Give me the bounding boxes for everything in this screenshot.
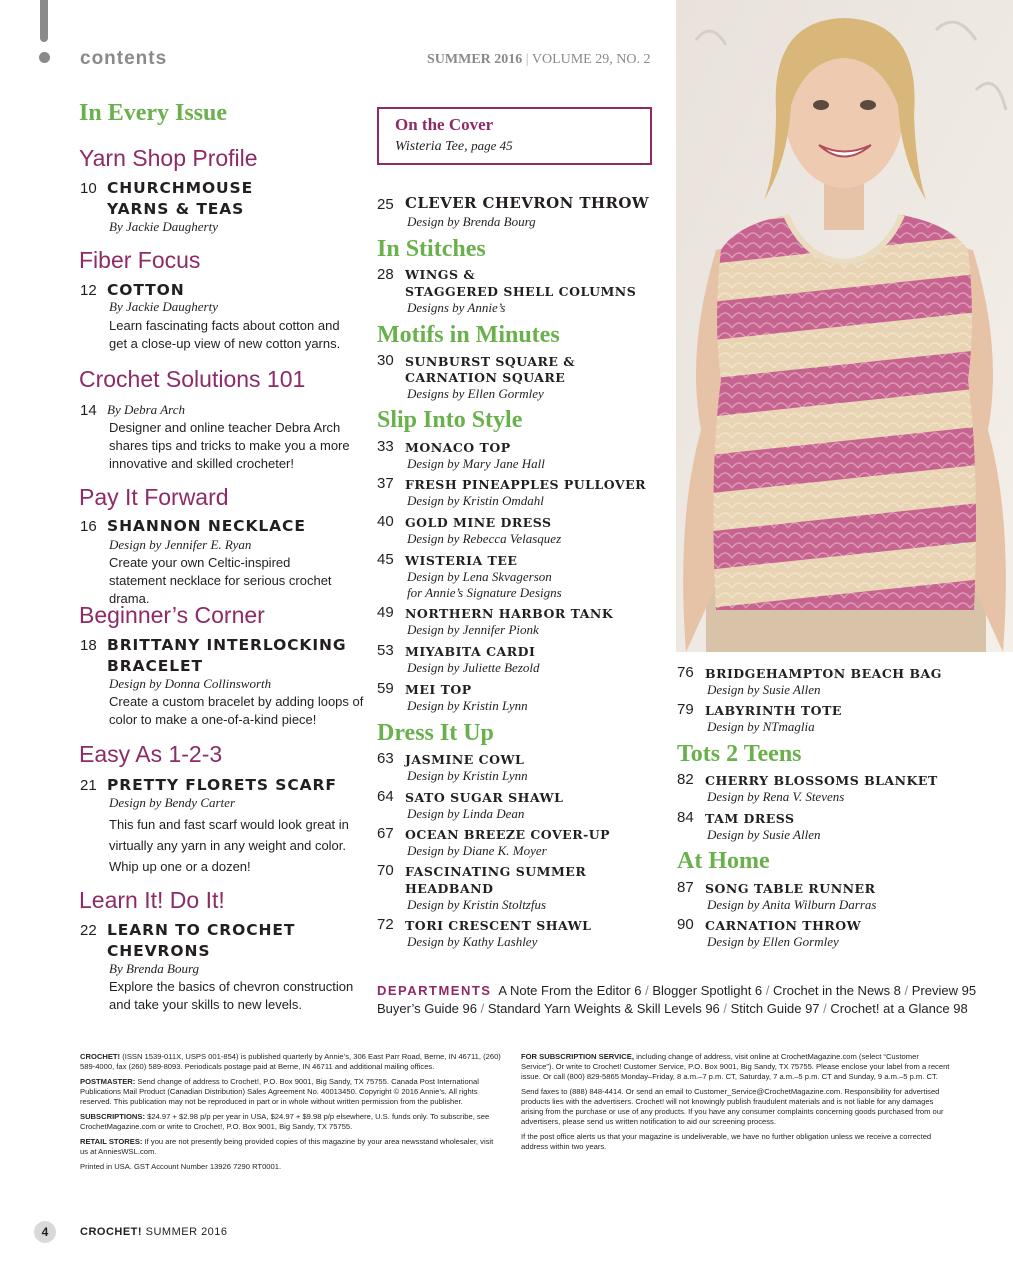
beginners-corner-heading: Beginner’s Corner [79,602,265,628]
page-number: 28 [377,266,394,283]
yarn-shop-profile-heading: Yarn Shop Profile [79,145,258,171]
article-title[interactable]: WISTERIA TEE [405,553,518,568]
fine-print-paragraph [80,1052,503,1072]
page-number: 21 [80,777,97,794]
byline: By Jackie Daugherty [109,299,219,314]
cover-project[interactable] [395,138,513,155]
article-title[interactable]: CHERRY BLOSSOMS BLANKET [705,773,938,788]
publication-info-left [80,1052,503,1177]
at-home-heading: At Home [677,848,770,874]
description: Create your own Celtic-inspired statement necklace for serious crochet drama. [109,555,332,606]
fiber-focus-heading: Fiber Focus [79,247,201,273]
article-title[interactable]: BRIDGEHAMPTON BEACH BAG [705,666,942,681]
fine-print-text: including change of address, visit online at CrochetMagazine.com (select “Customer Service”). Or write to Crochet! Customer Service, P.O. Box 9001, Big Sandy, TX 75755. Please enclose your label from a recent issue. Or call (800) 829-5865 Monday–Friday, 8 a.m.–7 p.m. CT, Saturday, 7 a.m.–5 p.m. CT and Sunday, 9 a.m.–5 p.m. CT. [521,1052,950,1081]
page-number: 37 [377,475,394,492]
article-title[interactable]: CLEVER CHEVRON THROW [405,194,650,212]
byline: Design by Kristin Omdahl [407,493,544,508]
issue-season: SUMMER 2016 [427,52,523,67]
page-number: 59 [377,680,394,697]
byline: Design by Linda Dean [407,806,525,821]
article-title[interactable]: CARNATION THROW [705,918,862,933]
fine-print-paragraph [521,1087,953,1127]
page-number: 49 [377,604,394,621]
in-every-issue-heading: In Every Issue [79,100,228,126]
page-number: 53 [377,642,394,659]
byline: Design by Kathy Lashley [407,934,538,949]
folio-issue: SUMMER 2016 [145,1226,228,1238]
page-number: 64 [377,788,394,805]
byline: By Debra Arch [107,402,185,417]
byline: Design by Susie Allen [707,682,821,697]
departments-list: DEPARTMENTS A Note From the Editor 6 / Blogger Spotlight 6 / Crochet in the News 8 / Preview 95 Buyer’s Guide 96 / Standard Yarn Weights & Skill Levels 96 / Stitch Guide 97 / Crochet! at a Glance 98 [377,983,977,1016]
article-title[interactable]: GOLD MINE DRESS [405,515,552,530]
article-title-line1[interactable]: WINGS & [405,267,476,282]
cover-photo [676,0,1013,652]
byline: Design by Kristin Stoltzfus [407,897,547,912]
department-item[interactable]: Stitch Guide 97 [730,1001,820,1016]
byline: Design by Juliette Bezold [407,660,540,675]
byline: Design by Jennifer E. Ryan [109,537,252,552]
page-number: 82 [677,771,694,788]
pay-it-forward-heading: Pay It Forward [79,484,229,510]
article-title-line1[interactable]: CHURCHMOUSE [107,179,254,197]
fine-print-paragraph [80,1137,503,1157]
byline: Design by Susie Allen [707,827,821,842]
article-title-line1[interactable]: BRITTANY INTERLOCKING [107,636,347,654]
page-number: 67 [377,825,394,842]
on-the-cover-heading: On the Cover [395,115,494,134]
page-number: 90 [677,916,694,933]
article-title-line1[interactable]: SHANNON NECKLACE [107,517,306,535]
article-title[interactable]: NORTHERN HARBOR TANK [405,606,614,621]
fine-print-paragraph [521,1052,953,1082]
byline: Design by Ellen Gormley [707,934,839,949]
departments-label: DEPARTMENTS [377,983,492,998]
department-item[interactable]: Buyer’s Guide 96 [377,1001,477,1016]
fine-print-paragraph [80,1162,503,1172]
fine-print-paragraph [521,1132,953,1152]
fine-print-lead: POSTMASTER: [80,1077,136,1086]
department-item[interactable]: A Note From the Editor 6 [498,983,642,998]
department-item[interactable]: Standard Yarn Weights & Skill Levels 96 [487,1001,720,1016]
folio-page-number: 4 [34,1221,56,1243]
fine-print-text: If the post office alerts us that your magazine is undeliverable, we have no further obligation unless we receive a corrected address within two years. [521,1132,932,1151]
easy-as-heading: Easy As 1-2-3 [79,741,223,767]
page-number: 87 [677,879,694,896]
dress-it-up-heading: Dress It Up [377,720,494,746]
article-title[interactable]: MIYABITA CARDI [405,644,536,659]
article-title-line2[interactable]: BRACELET [107,657,203,675]
folio-magazine: CROCHET! [80,1226,143,1238]
page-number: 84 [677,809,694,826]
issue-info: SUMMER 2016 | VOLUME 29, NO. 2 [427,52,651,67]
article-title-line1[interactable]: COTTON [107,281,185,299]
article-title[interactable]: TORI CRESCENT SHAWL [405,918,592,933]
article-title[interactable]: FRESH PINEAPPLES PULLOVER [405,477,647,492]
byline: Design by Brenda Bourg [407,214,536,229]
page-number: 45 [377,551,394,568]
article-title[interactable]: OCEAN BREEZE COVER-UP [405,827,611,842]
byline: By Brenda Bourg [109,961,200,976]
department-item[interactable]: Blogger Spotlight 6 [652,983,763,998]
fine-print-text: Send change of address to Crochet!, P.O. Box 9001, Big Sandy, TX 75755. Canada Post International Publications Mail Product (Canadian Distribution) Sales Agreement No. 40013450. Copyright © 2016 Annie’s. All rights reserved. This publication may not be reproduced in part or in whole without written permission from the publisher. [80,1077,479,1106]
page-number: 76 [677,664,694,681]
byline-line2: for Annie’s Signature Designs [407,585,562,600]
description: This fun and fast scarf would look great in virtually any yarn in any weight and color. Whip up one or a dozen! [109,817,349,874]
fine-print-lead: RETAIL STORES: [80,1137,143,1146]
byline: Design by Lena Skvagerson [407,569,552,584]
byline: Design by Bendy Carter [109,795,236,810]
page-number: 72 [377,916,394,933]
article-title[interactable]: SONG TABLE RUNNER [705,881,876,896]
crochet-solutions-heading: Crochet Solutions 101 [79,366,306,392]
fine-print-text: Send faxes to (888) 848-4414. Or send an email to Customer_Service@CrochetMagazine.com. Responsibility for advertised products lies with the advertisers. Crochet! will not knowingly publish fraudulent materials and is not liable for any damages arising from the purchase or use of any products. If you have any consumer complaints concerning goods purchased from our advertisers, please send us written notification to aid our screening process. [521,1087,944,1126]
byline: Design by Rebecca Velasquez [407,531,562,546]
byline: Design by Kristin Lynn [407,768,528,783]
article-title-line2[interactable]: STAGGERED SHELL COLUMNS [405,284,637,299]
byline: Design by Diane K. Moyer [407,843,547,858]
article-title[interactable]: LABYRINTH TOTE [705,703,842,718]
article-title[interactable]: TAM DRESS [705,811,795,826]
cover-project-page: page 45 [471,138,513,153]
article-title[interactable]: SATO SUGAR SHAWL [405,790,564,805]
byline: Design by Anita Wilburn Darras [707,897,877,912]
page-number: 14 [80,402,97,419]
description: Create a custom bracelet by adding loops of color to make a one-of-a-kind piece! [109,694,364,727]
article-title-line2[interactable]: CARNATION SQUARE [405,370,566,385]
page-number: 22 [80,922,97,939]
page-number: 25 [377,196,394,213]
fine-print-text: $24.97 + $2.98 p/p per year in USA, $24.97 + $9.98 p/p elsewhere, U.S. funds only. To subscribe, see CrochetMagazine.com or write to Crochet!, P.O. Box 9001, Big Sandy, TX 75755. [80,1112,490,1131]
fine-print-text: Printed in USA. GST Account Number 13926 7290 RT0001. [80,1162,282,1171]
byline: Designs by Ellen Gormley [407,386,544,401]
description: Learn fascinating facts about cotton and get a close-up view of new cotton yarns. [109,318,341,351]
description: Explore the basics of chevron construction and take your skills to new levels. [109,979,354,1012]
fine-print-lead: FOR SUBSCRIPTION SERVICE, [521,1052,634,1061]
page-number: 18 [80,637,97,654]
department-item[interactable]: Crochet in the News 8 [773,983,901,998]
publication-info-right [521,1052,953,1157]
fine-print-paragraph [80,1112,503,1132]
article-title[interactable]: JASMINE COWL [405,752,525,767]
page-number: 33 [377,438,394,455]
byline: Design by NTmaglia [707,719,815,734]
slip-into-style-heading: Slip Into Style [377,407,523,433]
article-title[interactable]: MONACO TOP [405,440,511,455]
byline: Designs by Annie’s [407,300,506,315]
article-title-line1[interactable]: LEARN TO CROCHET [107,921,296,939]
page-number: 79 [677,701,694,718]
exclamation-bar-decoration [40,0,48,42]
byline: Design by Rena V. Stevens [707,789,845,804]
page-number: 70 [377,862,394,879]
page-number: 12 [80,282,97,299]
byline: Design by Mary Jane Hall [407,456,545,471]
page-number: 40 [377,513,394,530]
section-label: contents [80,48,168,69]
fine-print-text: If you are not presently being provided copies of this magazine by your area newsstand wholesaler, visit us at AnniesWSL.com. [80,1137,494,1156]
byline: By Jackie Daugherty [109,219,219,234]
tots-2-teens-heading: Tots 2 Teens [677,741,802,767]
motifs-heading: Motifs in Minutes [377,322,560,348]
issue-volume: VOLUME 29, NO. 2 [531,52,651,67]
article-title-line1[interactable]: PRETTY FLORETS SCARF [107,776,337,794]
byline: Design by Kristin Lynn [407,698,528,713]
department-item[interactable]: Preview 95 [911,983,977,998]
department-item[interactable]: Crochet! at a Glance 98 [830,1001,968,1016]
page-number: 63 [377,750,394,767]
article-title-line1[interactable]: SUNBURST SQUARE & [405,354,576,369]
fine-print-lead: CROCHET! [80,1052,121,1061]
page-number: 16 [80,518,97,535]
fine-print-paragraph [80,1077,503,1107]
page-number: 10 [80,180,97,197]
article-title-line2[interactable]: HEADBAND [405,881,494,896]
description: Designer and online teacher Debra Arch shares tips and tricks to make you a more innovative and skilled crocheter! [109,420,350,471]
byline: Design by Jennifer Pionk [407,622,539,637]
learn-it-do-it-heading: Learn It! Do It! [79,887,225,913]
fine-print-lead: SUBSCRIPTIONS: [80,1112,145,1121]
byline: Design by Donna Collinsworth [109,676,272,691]
article-title-line2[interactable]: CHEVRONS [107,942,211,960]
article-title[interactable]: MEI TOP [405,682,472,697]
exclamation-dot-decoration [39,52,50,63]
cover-project-name: Wisteria Tee, [395,139,468,154]
folio-text [80,1226,228,1238]
article-title-line2[interactable]: YARNS & TEAS [107,200,245,218]
page-number: 30 [377,352,394,369]
article-title-line1[interactable]: FASCINATING SUMMER [405,864,587,879]
in-stitches-heading: In Stitches [377,236,486,262]
fine-print-text: (ISSN 1539-011X, USPS 001-854) is published quarterly by Annie’s, 306 East Parr Road, Berne, IN 46711, (260) 589-4000, fax (260) 589-8093. Periodicals postage paid at Berne, IN 46711 and additional mailing offices. [80,1052,501,1071]
